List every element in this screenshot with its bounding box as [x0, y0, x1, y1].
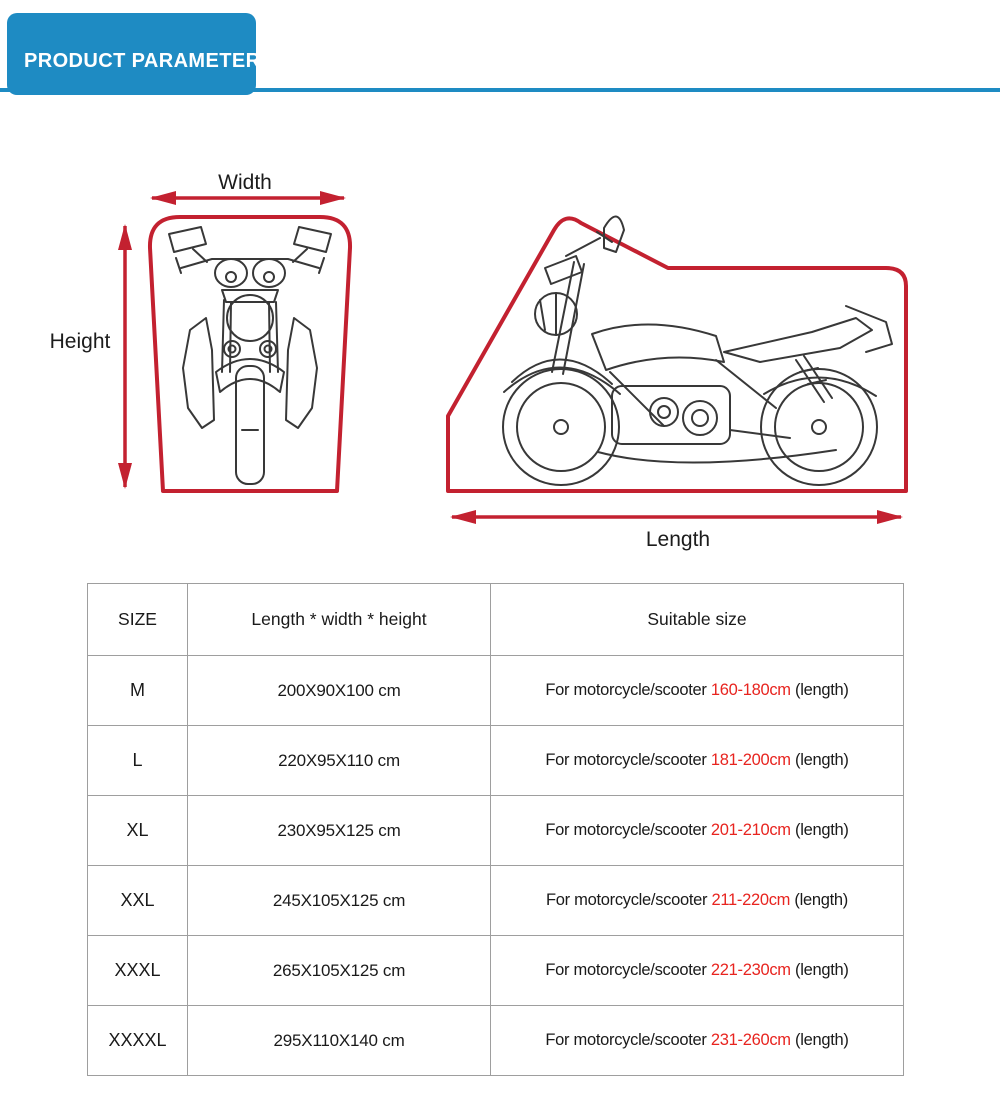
suitable-suffix: (length)	[790, 1031, 849, 1049]
width-label: Width	[218, 171, 272, 194]
suitable-prefix: For motorcycle/scooter	[545, 1031, 711, 1049]
suitable-range: 221-230cm	[710, 961, 791, 979]
size-cell: M	[88, 656, 188, 726]
suitable-range: 201-210cm	[710, 821, 791, 839]
table-row	[88, 1006, 904, 1076]
table-row	[88, 726, 904, 796]
suitable-suffix: (length)	[790, 891, 848, 909]
suitable-cell	[491, 796, 904, 866]
suitable-range: 211-220cm	[711, 891, 791, 909]
suitable-suffix: (length)	[790, 681, 849, 699]
suitable-range: 231-260cm	[710, 1031, 791, 1049]
motorcycle-front-view-drawing	[169, 227, 331, 484]
size-cell: XL	[88, 796, 188, 866]
suitable-suffix: (length)	[790, 961, 849, 979]
dimensions-cell: 230X95X125 cm	[188, 796, 491, 866]
suitable-prefix: For motorcycle/scooter	[545, 821, 711, 839]
column-header-suitable: Suitable size	[491, 584, 904, 656]
size-cell: XXL	[88, 866, 188, 936]
suitable-prefix: For motorcycle/scooter	[545, 681, 711, 699]
size-table-body	[88, 656, 904, 1076]
table-row	[88, 796, 904, 866]
suitable-suffix: (length)	[790, 751, 849, 769]
size-cell: XXXL	[88, 936, 188, 1006]
dimensions-cell: 245X105X125 cm	[188, 866, 491, 936]
suitable-prefix: For motorcycle/scooter	[546, 891, 712, 909]
suitable-cell	[491, 1006, 904, 1076]
section-header-banner	[7, 13, 275, 95]
length-label: Length	[645, 528, 711, 551]
suitable-cell	[491, 656, 904, 726]
table-row	[88, 866, 904, 936]
dimensions-cell: 200X90X100 cm	[188, 656, 491, 726]
dimensions-cell: 265X105X125 cm	[188, 936, 491, 1006]
suitable-prefix: For motorcycle/scooter	[545, 751, 711, 769]
motorcycle-side-view-drawing	[503, 216, 892, 485]
suitable-cell	[491, 726, 904, 796]
suitable-prefix: For motorcycle/scooter	[545, 961, 711, 979]
table-header-row	[88, 584, 904, 656]
side-cover-outline	[448, 218, 906, 491]
size-cell: XXXXL	[88, 1006, 188, 1076]
size-table	[87, 583, 904, 1076]
height-label: Height	[49, 330, 111, 353]
table-row	[88, 656, 904, 726]
column-header-dimensions: Length * width * height	[188, 584, 491, 656]
column-header-size: SIZE	[88, 584, 188, 656]
suitable-cell	[491, 866, 904, 936]
suitable-cell	[491, 936, 904, 1006]
dimensions-cell: 220X95X110 cm	[188, 726, 491, 796]
dimension-diagram	[0, 150, 1000, 583]
table-row	[88, 936, 904, 1006]
size-cell: L	[88, 726, 188, 796]
suitable-suffix: (length)	[790, 821, 849, 839]
section-title: PRODUCT PARAMETERS	[24, 49, 275, 72]
suitable-range: 160-180cm	[710, 681, 791, 699]
dimensions-cell: 295X110X140 cm	[188, 1006, 491, 1076]
suitable-range: 181-200cm	[710, 751, 791, 769]
